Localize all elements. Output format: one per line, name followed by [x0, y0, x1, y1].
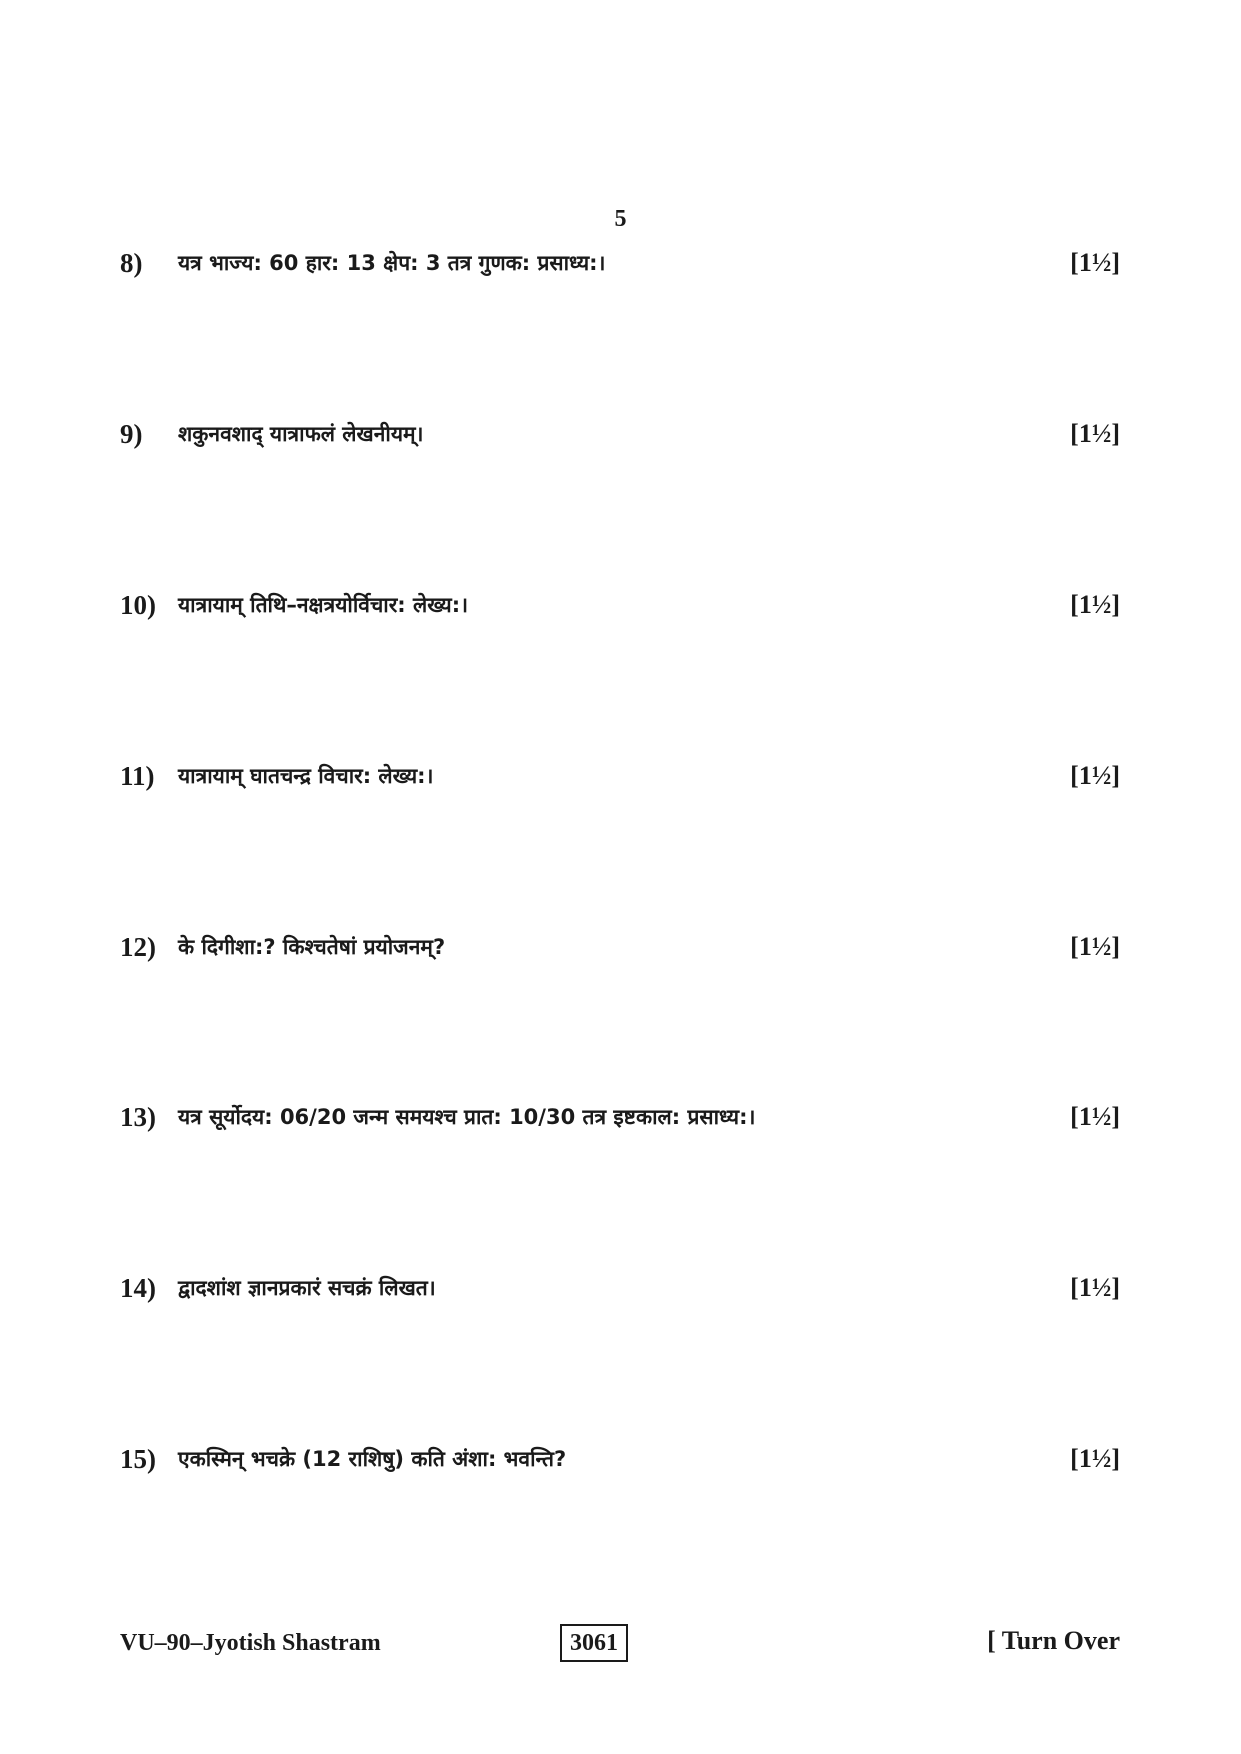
- question-15: [120, 1439, 1120, 1479]
- question-marks: [1½]: [1070, 419, 1120, 448]
- question-12: [120, 927, 1120, 967]
- question-marks: [1½]: [1070, 1273, 1120, 1302]
- question-number: 10): [120, 590, 156, 620]
- question-marks: [1½]: [1070, 1444, 1120, 1473]
- question-number: 14): [120, 1273, 156, 1303]
- paper-code-box: 3061: [560, 1624, 628, 1662]
- question-number: 12): [120, 932, 156, 962]
- question-text: के दिगीशा:? किश्चतेषां प्रयोजनम्?: [178, 935, 446, 959]
- question-text: द्वादशांश ज्ञानप्रकारं सचक्रं लिखत।: [178, 1276, 436, 1300]
- question-marks: [1½]: [1070, 1102, 1120, 1131]
- question-number: 11): [120, 761, 155, 791]
- question-number: 9): [120, 419, 143, 449]
- question-number: 13): [120, 1102, 156, 1132]
- question-text: यात्रायाम् तिथि–नक्षत्रयोर्विचार: लेख्य:।: [178, 593, 469, 617]
- question-14: [120, 1268, 1120, 1308]
- question-marks: [1½]: [1070, 932, 1120, 961]
- question-text: शकुनवशाद् यात्राफलं लेखनीयम्।: [178, 422, 424, 446]
- turn-over-note: [ Turn Over: [987, 1626, 1120, 1655]
- page-number: 5: [614, 206, 627, 232]
- question-13: [120, 1097, 1120, 1137]
- question-number: 8): [120, 248, 143, 278]
- question-number: 15): [120, 1444, 156, 1474]
- question-8: [120, 243, 1120, 283]
- question-11: [120, 756, 1120, 796]
- question-10: [120, 585, 1120, 625]
- question-text: यत्र भाज्य: 60 हार: 13 क्षेप: 3 तत्र गुणक: प्रसाध्य:।: [178, 251, 606, 275]
- question-text: यत्र सूर्योदय: 06/20 जन्म समयश्च प्रात: 10/30 तत्र इष्टकाल: प्रसाध्य:।: [178, 1105, 756, 1129]
- question-marks: [1½]: [1070, 761, 1120, 790]
- question-marks: [1½]: [1070, 248, 1120, 277]
- question-marks: [1½]: [1070, 590, 1120, 619]
- question-text: यात्रायाम् घातचन्द्र विचार: लेख्य:।: [178, 764, 434, 788]
- question-text: एकस्मिन् भचक्रे (12 राशिषु) कति अंशा: भवन्ति?: [178, 1447, 567, 1471]
- question-9: [120, 414, 1120, 454]
- paper-title: VU–90–Jyotish Shastram: [120, 1630, 381, 1656]
